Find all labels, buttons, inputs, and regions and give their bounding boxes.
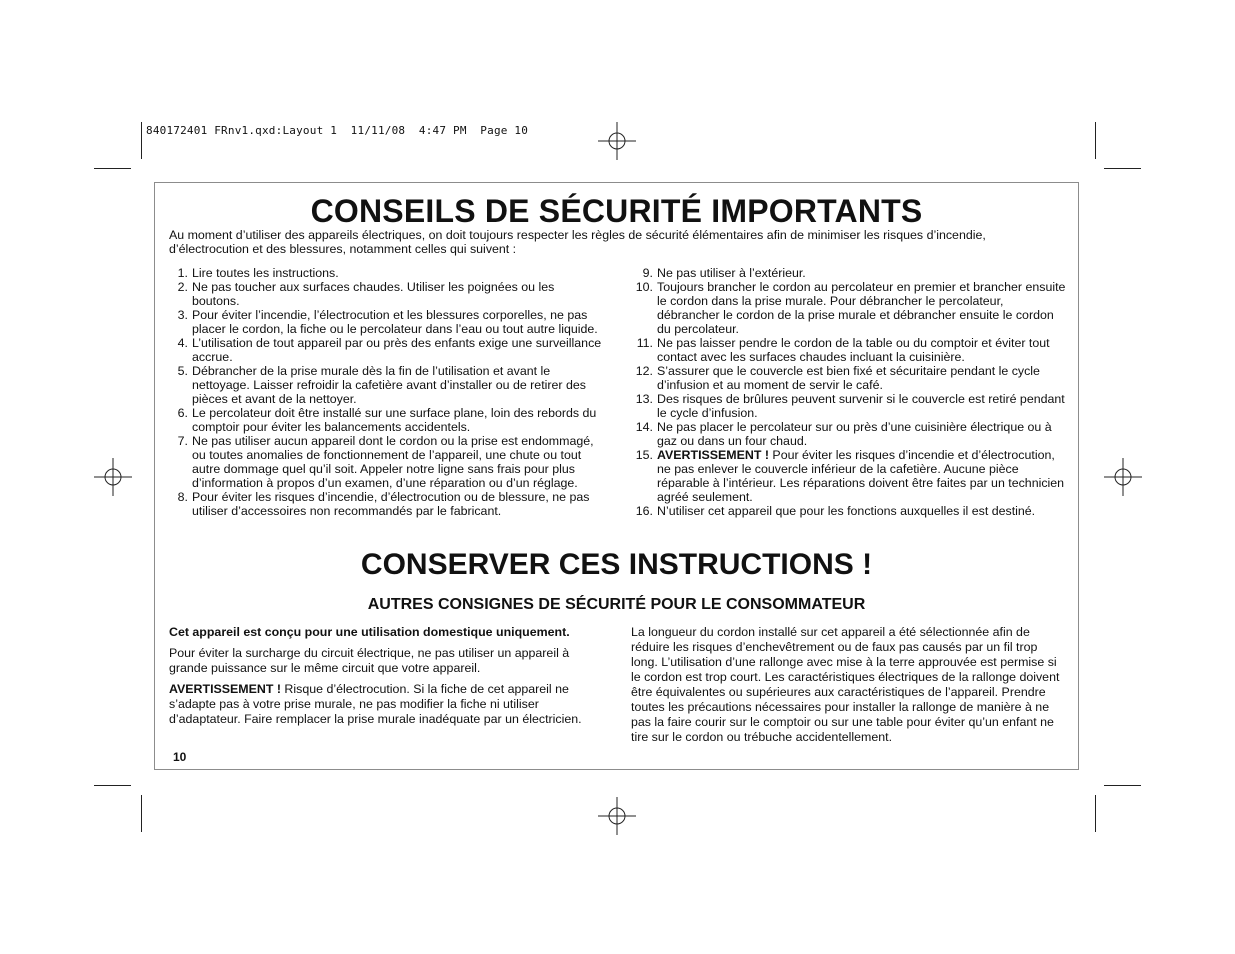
safety-list-left bbox=[169, 266, 605, 518]
list-item: 8. Pour éviter les risques d’incendie, d’électrocution ou de blessure, ne pas utiliser d’accessoires non recommandés par le fabricant. bbox=[177, 490, 590, 518]
domestic-use-note: Cet appareil est conçu pour une utilisation domestique uniquement. bbox=[169, 625, 570, 639]
crop-mark bbox=[1095, 795, 1096, 832]
crop-mark bbox=[1104, 785, 1141, 786]
list-item: 16. N’utiliser cet appareil que pour les fonctions auxquelles il est destiné. bbox=[635, 504, 1036, 518]
safety-list-right bbox=[625, 266, 1069, 518]
list-item: 11. Ne pas laisser pendre le cordon de la table ou du comptoir et éviter tout contact avec les surfaces chaudes incluant la cuisinière. bbox=[636, 336, 1050, 364]
warning-label: AVERTISSEMENT ! bbox=[657, 448, 769, 462]
list-item: 1. Lire toutes les instructions. bbox=[177, 266, 339, 280]
electrocution-warning: AVERTISSEMENT ! Risque d’électrocution. Si la fiche de cet appareil ne s’adapte pas à votre prise murale, ne pas modifier la fiche ni utiliser d’adaptateur. Faire remplacer la prise murale inadéquate par un électricien. bbox=[169, 682, 582, 726]
consumer-notes-left bbox=[169, 625, 589, 733]
crop-mark bbox=[1104, 168, 1141, 169]
list-item: 14. Ne pas placer le percolateur sur ou près d’une cuisinière électrique ou à gaz ou dans un four chaud. bbox=[635, 420, 1052, 448]
list-item: 7. Ne pas utiliser aucun appareil dont le cordon ou la prise est endommagé, ou toutes anomalies de fonctionnement de l’appareil, une chute ou tout autre dommage quel qu’il soit. Appeler notre ligne sans frais pour plus d’information à propos d’un examen, d’une réparation ou d’un réglage. bbox=[177, 434, 594, 490]
crop-mark bbox=[94, 785, 131, 786]
crop-mark bbox=[141, 122, 142, 159]
safety-panel bbox=[154, 182, 1079, 770]
list-item: 3. Pour éviter l’incendie, l’électrocution et les blessures corporelles, ne pas placer le cordon, la fiche ou le percolateur dans l’eau ou tout autre liquide. bbox=[177, 308, 598, 336]
list-item: 6. Le percolateur doit être installé sur une surface plane, loin des rebords du comptoir pour éviter les balancements accidentels. bbox=[177, 406, 597, 434]
crop-mark bbox=[141, 795, 142, 832]
crop-mark bbox=[94, 168, 131, 169]
list-item: 15. AVERTISSEMENT ! Pour éviter les risques d’incendie et d’électrocution, ne pas enlever le couvercle inférieur de la cafetière. Aucune pièce réparable à l’intérieur. Les réparations doivent être faites par un technicien agréé seulement. bbox=[635, 448, 1065, 504]
list-item: 13. Des risques de brûlures peuvent survenir si le couvercle est retiré pendant le cycle d’infusion. bbox=[635, 392, 1065, 420]
registration-mark-icon bbox=[598, 797, 636, 835]
list-item: 4. L’utilisation de tout appareil par ou près des enfants exige une surveillance accrue. bbox=[177, 336, 602, 364]
consumer-notes-right bbox=[631, 625, 1067, 745]
list-item: 9. Ne pas utiliser à l’extérieur. bbox=[642, 266, 806, 280]
registration-mark-icon bbox=[94, 458, 132, 496]
save-instructions-heading: CONSERVER CES INSTRUCTIONS ! bbox=[360, 548, 873, 581]
print-slug: 840172401 FRnv1.qxd:Layout 1 11/11/08 4:47 PM Page 10 bbox=[146, 124, 529, 137]
list-item: 12. S’assurer que le couvercle est bien fixé et sécuritaire pendant le cycle d’infusion et au moment de servir le café. bbox=[635, 364, 1040, 392]
page-title: CONSEILS DE SÉCURITÉ IMPORTANTS bbox=[310, 193, 923, 229]
consumer-safety-subheading: AUTRES CONSIGNES DE SÉCURITÉ POUR LE CONSOMMATEUR bbox=[367, 596, 866, 613]
crop-mark bbox=[1095, 122, 1096, 159]
registration-mark-icon bbox=[598, 122, 636, 160]
list-item: 10. Toujours brancher le cordon au percolateur en premier et brancher ensuite le cordon dans la prise murale. Pour débrancher le percolateur, débrancher le cordon de la prise murale et débrancher ensuite le cordon du percolateur. bbox=[635, 280, 1066, 336]
registration-mark-icon bbox=[1104, 458, 1142, 496]
cord-length-note: La longueur du cordon installé sur cet appareil a été sélectionnée afin de réduire les risques d’enchevêtrement ou de faux pas causés par un fil trop long. L’utilisation d’une rallonge avec mise à la terre approuvée est permise si le cordon est trop court. Les caractéristiques électriques de la rallonge doivent être équivalentes ou supérieures aux caractéristiques de l’appareil. Prendre toutes les précautions nécessaires pour installer la rallonge de manière à ne pas la faire courir sur le comptoir ou sur une table pour éviter qu’un enfant ne tire sur le cordon ou trébuche accidentellement. bbox=[631, 625, 1060, 744]
overload-note: Pour éviter la surcharge du circuit électrique, ne pas utiliser un appareil à grande puissance sur le même circuit que votre appareil. bbox=[169, 646, 570, 675]
list-item: 5. Débrancher de la prise murale dès la fin de l’utilisation et avant le nettoyage. Laisser refroidir la cafetière avant d’installer ou de retirer des pièces et avant de la nettoyer. bbox=[177, 364, 586, 406]
page-number: 10 bbox=[173, 750, 187, 764]
intro-paragraph: Au moment d’utiliser des appareils électriques, on doit toujours respecter les règles de sécurité élémentaires afin de minimiser les risques d’incendie, d’électrocution et des blessures, notamment celles qui suivent : bbox=[169, 228, 986, 256]
list-item: 2. Ne pas toucher aux surfaces chaudes. Utiliser les poignées ou les boutons. bbox=[177, 280, 555, 308]
